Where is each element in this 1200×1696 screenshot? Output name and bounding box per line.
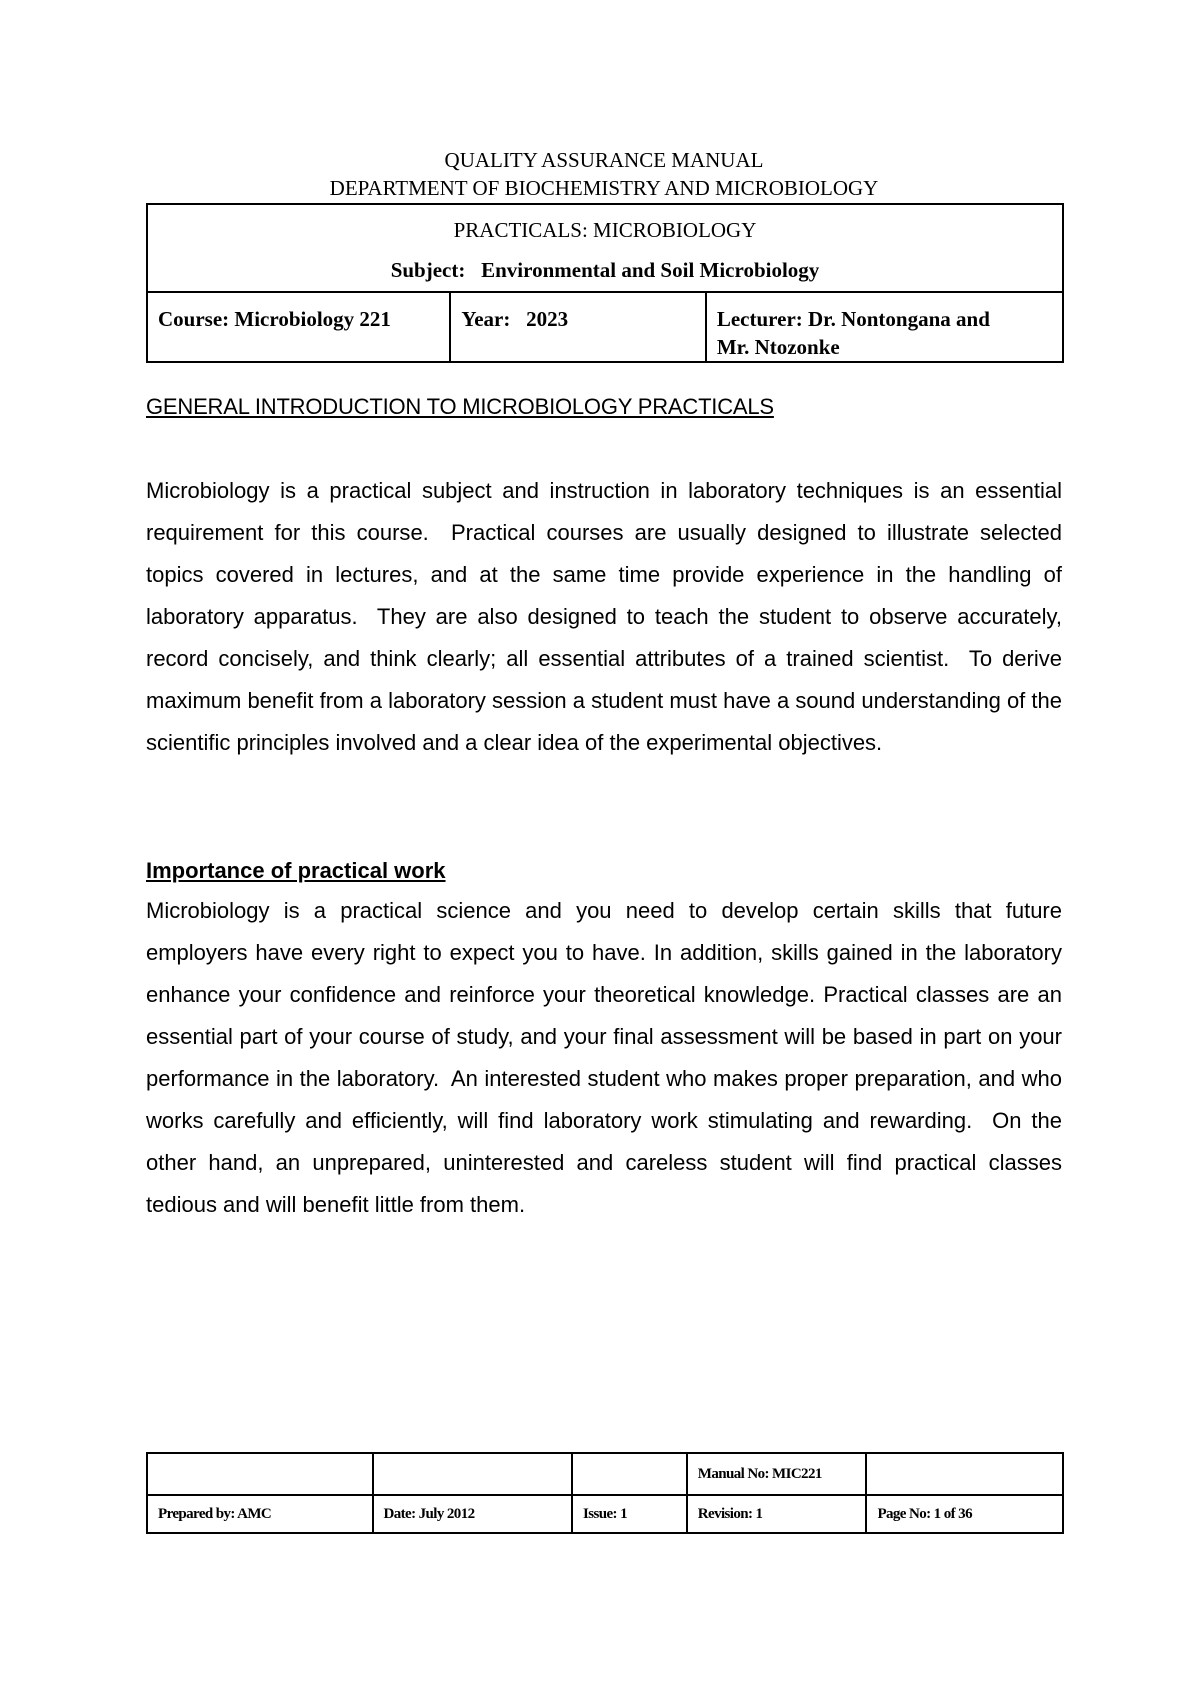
page-no-label: Page No: 1 of 36 (877, 1505, 972, 1522)
prepared-by-label: Prepared by: AMC (158, 1505, 272, 1522)
revision-cell (687, 1495, 867, 1533)
lecturer-cell (706, 292, 1063, 362)
manual-no-label: Manual No: MIC221 (697, 1465, 822, 1482)
document-header (146, 146, 1062, 202)
course-cell (147, 292, 450, 362)
course-label: Course: Microbiology 221 (158, 307, 391, 331)
page-no-cell (866, 1495, 1063, 1533)
year-label: Year: 2023 (461, 307, 569, 331)
footer-empty-cell (866, 1453, 1063, 1495)
prepared-by-cell (147, 1495, 373, 1533)
date-cell (373, 1495, 573, 1533)
practicals-label: PRACTICALS: MICROBIOLOGY (453, 218, 757, 242)
year-cell (450, 292, 706, 362)
intro-heading: GENERAL INTRODUCTION TO MICROBIOLOGY PRACTICALS (146, 394, 774, 419)
date-label: Date: July 2012 (383, 1505, 475, 1522)
document-footer-table (146, 1452, 1064, 1534)
issue-label: Issue: 1 (583, 1505, 627, 1522)
footer-empty-cell (147, 1453, 373, 1495)
course-info-table (146, 203, 1064, 363)
manual-title: QUALITY ASSURANCE MANUAL (444, 148, 764, 172)
department-title: DEPARTMENT OF BIOCHEMISTRY AND MICROBIOLOGY (329, 176, 879, 200)
footer-empty-cell (572, 1453, 687, 1495)
manual-no-cell (687, 1453, 867, 1495)
lecturer-label-line2: Mr. Ntozonke (716, 335, 840, 359)
practicals-cell (147, 204, 1063, 292)
revision-label: Revision: 1 (697, 1505, 763, 1522)
importance-heading: Importance of practical work (146, 858, 446, 883)
footer-empty-cell (373, 1453, 573, 1495)
intro-paragraph: Microbiology is a practical subject and instruction in laboratory techniques is an essential requirement for this course. Practical courses are usually designed to illustrate selected topics covered in lectures, and at the same time provide experience in the handling of laboratory apparatus. They are also designed to teach the student to observe accurately, record concisely, and think clearly; all essential attributes of a trained scientist. To derive maximum benefit from a laboratory session a student must have a sound understanding of the scientific principles involved and a clear idea of the experimental objectives. (146, 478, 1069, 755)
lecturer-label-line1: Lecturer: Dr. Nontongana and (716, 307, 990, 331)
issue-cell (572, 1495, 687, 1533)
subject-label: Subject: Environmental and Soil Microbiology (390, 258, 820, 282)
importance-paragraph: Microbiology is a practical science and you need to develop certain skills that future employers have every right to expect you to have. In addition, skills gained in the laboratory enhance your confidence and reinforce your theoretical knowledge. Practical classes are an essential part of your course of study, and your final assessment will be based in part on your performance in the laboratory. An interested student who makes proper preparation, and who works carefully and efficiently, will find laboratory work stimulating and rewarding. On the other hand, an unprepared, uninterested and careless student will find practical classes tedious and will benefit little from them. (146, 898, 1069, 1217)
